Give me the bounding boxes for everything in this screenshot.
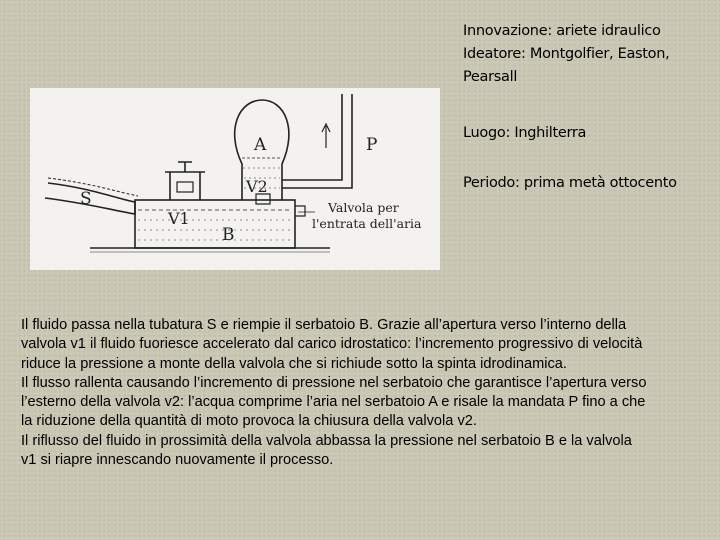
valve-v1-frame: [165, 162, 205, 200]
label-s: S: [80, 189, 92, 209]
info-panel: [463, 20, 718, 195]
innovation-label: Innovazione: ariete idraulico: [463, 23, 661, 39]
air-inlet-valve: [295, 206, 305, 216]
label-b: B: [222, 225, 235, 245]
inventor-label-line2: Pearsall: [463, 69, 518, 85]
description-paragraph-1: Il fluido passa nella tubatura S e riempie il serbatoio B. Grazie all’apertura verso l’interno della valvola v1 il fluido fuoriesce accelerato dal carico idrostatico: l’incremento progressivo di velocità riduce la pressione a monte della valvola che si richiude sotto la spinta idrodinamica.: [21, 317, 643, 372]
delivery-pipe: [282, 94, 352, 188]
valve-caption-line1: Valvola per: [328, 200, 399, 215]
description-paragraph-2: Il flusso rallenta causando l’incremento di pressione nel serbatoio che garantisce l’apertura verso l’esterno della valvola v2: l’acqua comprime l’aria nel serbatoio A e risale la mandata P fino a che la riduzione della quantità di moto provoca la chiusura della valvola v2.: [21, 374, 647, 430]
label-a: A: [254, 135, 267, 155]
period-label: Periodo: prima metà ottocento: [463, 175, 677, 191]
label-v1: V1: [168, 209, 190, 228]
hydraulic-ram-diagram: [30, 88, 440, 270]
label-p: P: [366, 135, 378, 155]
inventor-label-line1: Ideatore: Montgolfier, Easton,: [463, 46, 670, 62]
description-text: [21, 316, 651, 470]
valve-caption-line2: l'entrata dell'aria: [312, 216, 422, 231]
label-v2: V2: [246, 177, 268, 196]
place-label: Luogo: Inghilterra: [463, 125, 587, 141]
tank-b: [135, 200, 295, 248]
description-paragraph-3: Il riflusso del fluido in prossimità della valvola abbassa la pressione nel serbatoio B e la valvola v1 si riapre innescando nuovamente il processo.: [21, 432, 632, 469]
